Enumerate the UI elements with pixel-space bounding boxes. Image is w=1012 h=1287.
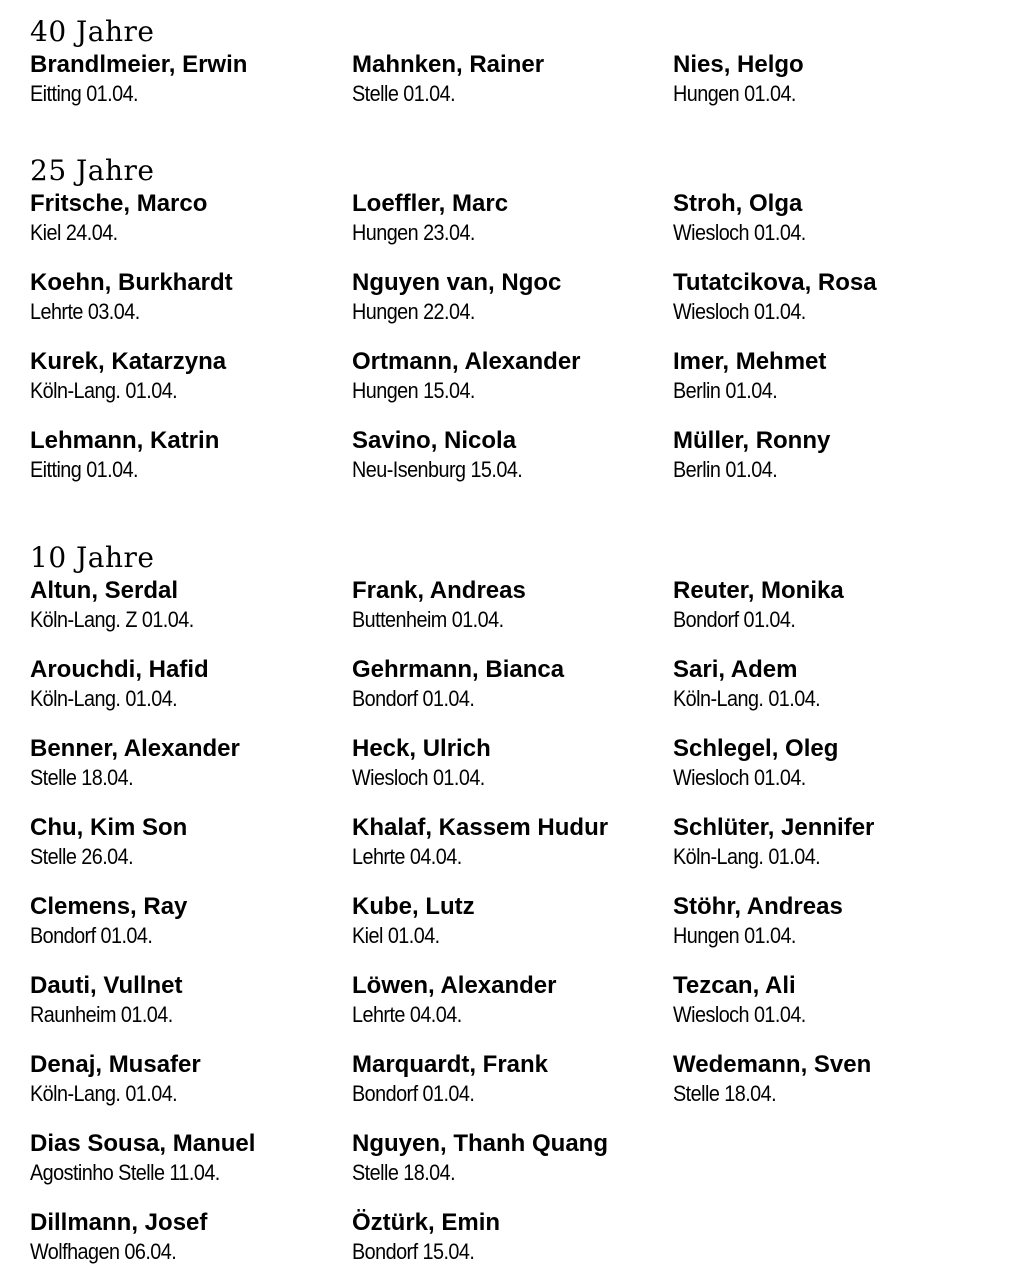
list-item (352, 268, 673, 347)
person-name: Fritsche, Marco (30, 190, 208, 217)
person-name: Reuter, Monika (673, 577, 844, 604)
person-name: Imer, Mehmet (673, 348, 827, 375)
person-name: Mahnken, Rainer (352, 51, 545, 78)
section-25-jahre (30, 153, 990, 505)
person-name: Koehn, Burkhardt (30, 269, 233, 296)
person-name: Stroh, Olga (673, 190, 803, 217)
location-date: Kiel 24.04. (30, 220, 118, 245)
list-item (352, 734, 673, 813)
location-date: Kiel 01.04. (352, 923, 440, 948)
person-name: Heck, Ulrich (352, 735, 491, 762)
location-date: Wolfhagen 06.04. (30, 1239, 177, 1264)
section-10-jahre (30, 540, 990, 1287)
person-name: Lehmann, Katrin (30, 427, 220, 454)
location-date: Köln-Lang. 01.04. (30, 378, 178, 403)
list-item (30, 813, 352, 892)
location-date: Köln-Lang. Z 01.04. (30, 607, 194, 632)
list-item (30, 50, 352, 129)
location-date (673, 1159, 958, 1187)
section-spacer (30, 129, 990, 153)
list-item (352, 50, 673, 129)
list-item (673, 813, 990, 892)
person-name: Sari, Adem (673, 656, 798, 683)
location-date: Stelle 18.04. (673, 1081, 777, 1106)
person-name: Schlüter, Jennifer (673, 814, 875, 841)
person-name: Gehrmann, Bianca (352, 656, 565, 683)
list-item (30, 1129, 352, 1208)
person-name: Löwen, Alexander (352, 972, 557, 999)
person-name: Nguyen, Thanh Quang (352, 1130, 608, 1157)
person-name: Arouchdi, Hafid (30, 656, 209, 683)
location-date: Hungen 01.04. (673, 923, 796, 948)
location-date: Stelle 01.04. (352, 81, 456, 106)
list-item (30, 892, 352, 971)
list-item (673, 189, 990, 268)
person-name: Savino, Nicola (352, 427, 517, 454)
list-item (30, 734, 352, 813)
list-item (673, 971, 990, 1050)
list-item (352, 189, 673, 268)
person-name: Ortmann, Alexander (352, 348, 581, 375)
location-date: Raunheim 01.04. (30, 1002, 173, 1027)
empty-slot (673, 1129, 990, 1208)
location-date: Lehrte 03.04. (30, 299, 140, 324)
location-date: Wiesloch 01.04. (673, 765, 806, 790)
person-name: Chu, Kim Son (30, 814, 188, 841)
section-title: 10 Jahre (30, 541, 155, 574)
location-date: Lehrte 04.04. (352, 844, 462, 869)
list-item (30, 1208, 352, 1287)
list-item (673, 734, 990, 813)
entry-grid (30, 189, 990, 505)
section-40-jahre (30, 14, 990, 129)
list-item (352, 971, 673, 1050)
location-date: Bondorf 15.04. (352, 1239, 475, 1264)
list-item (352, 892, 673, 971)
location-date: Neu-Isenburg 15.04. (352, 457, 523, 482)
section-title: 40 Jahre (30, 15, 155, 48)
person-name: Brandlmeier, Erwin (30, 51, 248, 78)
list-item (30, 189, 352, 268)
entry-grid (30, 50, 990, 129)
person-name: Frank, Andreas (352, 577, 526, 604)
list-item (30, 347, 352, 426)
section-spacer (30, 505, 990, 540)
location-date: Hungen 23.04. (352, 220, 475, 245)
location-date: Bondorf 01.04. (352, 686, 475, 711)
person-name: Müller, Ronny (673, 427, 831, 454)
location-date: Köln-Lang. 01.04. (30, 686, 178, 711)
person-name: Tezcan, Ali (673, 972, 796, 999)
person-name: Dillmann, Josef (30, 1209, 208, 1236)
location-date: Hungen 01.04. (673, 81, 796, 106)
location-date: Köln-Lang. 01.04. (673, 686, 821, 711)
list-item (673, 268, 990, 347)
location-date: Wiesloch 01.04. (352, 765, 485, 790)
person-name: Altun, Serdal (30, 577, 179, 604)
person-name: Nies, Helgo (673, 51, 804, 78)
list-item (673, 50, 990, 129)
location-date: Stelle 18.04. (30, 765, 134, 790)
location-date: Köln-Lang. 01.04. (673, 844, 821, 869)
person-name: Tutatcikova, Rosa (673, 269, 877, 296)
list-item (30, 426, 352, 505)
list-item (352, 426, 673, 505)
list-item (30, 971, 352, 1050)
person-name (673, 1129, 990, 1159)
list-item (30, 655, 352, 734)
list-item (352, 655, 673, 734)
list-item (673, 426, 990, 505)
list-item (30, 1050, 352, 1129)
list-item (673, 892, 990, 971)
person-name: Dauti, Vullnet (30, 972, 183, 999)
location-date: Bondorf 01.04. (30, 923, 153, 948)
location-date: Berlin 01.04. (673, 378, 778, 403)
person-name: Dias Sousa, Manuel (30, 1130, 256, 1157)
person-name: Schlegel, Oleg (673, 735, 839, 762)
list-item (30, 576, 352, 655)
location-date: Stelle 18.04. (352, 1160, 456, 1185)
person-name: Denaj, Musafer (30, 1051, 201, 1078)
list-item (352, 576, 673, 655)
location-date: Eitting 01.04. (30, 457, 139, 482)
location-date: Berlin 01.04. (673, 457, 778, 482)
section-title: 25 Jahre (30, 154, 155, 187)
list-item (352, 1050, 673, 1129)
list-item (352, 1208, 673, 1287)
person-name: Nguyen van, Ngoc (352, 269, 562, 296)
list-item (673, 576, 990, 655)
location-date: Wiesloch 01.04. (673, 1002, 806, 1027)
location-date: Bondorf 01.04. (352, 1081, 475, 1106)
person-name: Clemens, Ray (30, 893, 188, 920)
list-item (352, 347, 673, 426)
person-name: Khalaf, Kassem Hudur (352, 814, 609, 841)
anniversary-list (30, 14, 990, 1287)
list-item (352, 813, 673, 892)
location-date: Hungen 15.04. (352, 378, 475, 403)
location-date: Agostinho Stelle 11.04. (30, 1160, 220, 1185)
list-item (352, 1129, 673, 1208)
person-name: Kube, Lutz (352, 893, 475, 920)
list-item (673, 655, 990, 734)
location-date: Köln-Lang. 01.04. (30, 1081, 178, 1106)
person-name: Kurek, Katarzyna (30, 348, 227, 375)
person-name: Loeffler, Marc (352, 190, 509, 217)
location-date: Bondorf 01.04. (673, 607, 796, 632)
person-name: Benner, Alexander (30, 735, 240, 762)
location-date: Lehrte 04.04. (352, 1002, 462, 1027)
person-name: Wedemann, Sven (673, 1051, 872, 1078)
location-date: Wiesloch 01.04. (673, 220, 806, 245)
list-item (673, 347, 990, 426)
entry-grid (30, 576, 990, 1287)
location-date: Buttenheim 01.04. (352, 607, 504, 632)
list-item (673, 1050, 990, 1129)
list-item (30, 268, 352, 347)
location-date: Hungen 22.04. (352, 299, 475, 324)
location-date: Stelle 26.04. (30, 844, 134, 869)
person-name: Stöhr, Andreas (673, 893, 843, 920)
person-name: Öztürk, Emin (352, 1209, 501, 1236)
location-date: Wiesloch 01.04. (673, 299, 806, 324)
person-name: Marquardt, Frank (352, 1051, 549, 1078)
location-date: Eitting 01.04. (30, 81, 139, 106)
